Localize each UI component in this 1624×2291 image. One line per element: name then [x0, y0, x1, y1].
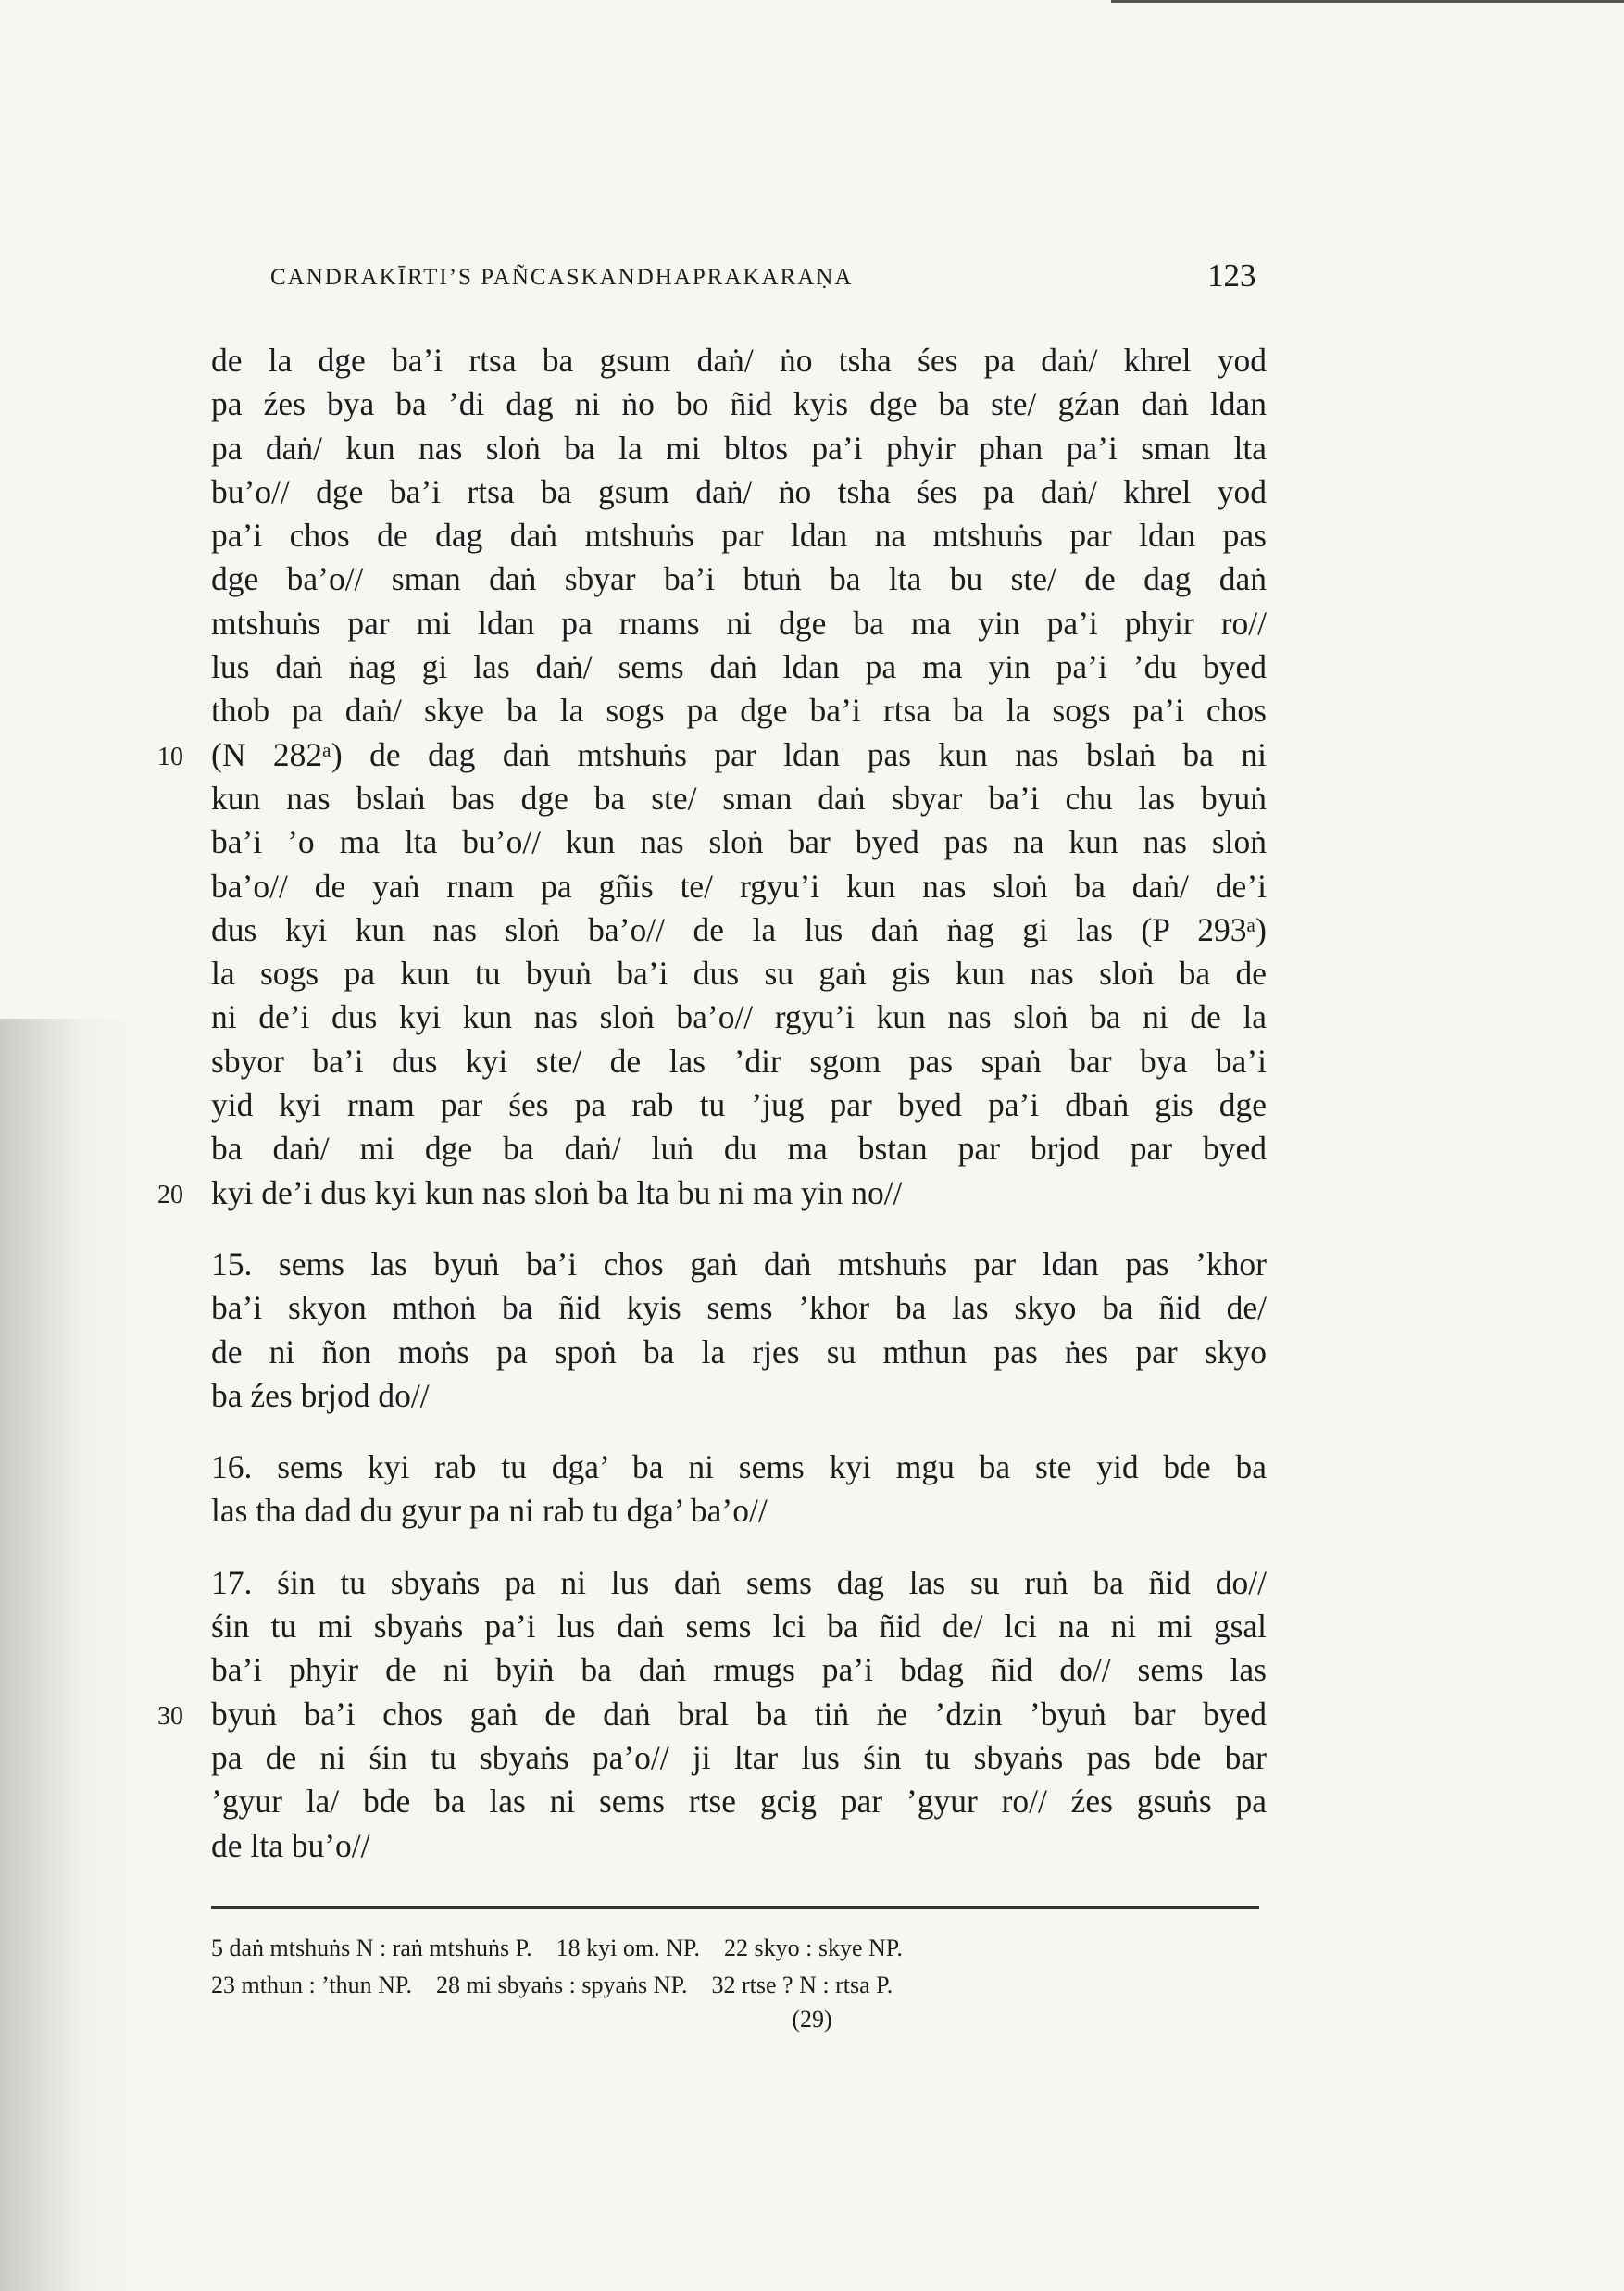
- text-line: [211, 514, 1267, 557]
- line-text: śin tu mi sbyaṅs pa’i lus daṅ sems lci ba ñid de/ lci na ni mi gsal: [211, 1608, 1267, 1646]
- line-text: 16. sems kyi rab tu dga’ ba ni sems kyi mgu ba ste yid bde ba: [211, 1448, 1267, 1486]
- line-text: ba’i skyon mthoṅ ba ñid kyis sems ’khor ba las skyo ba ñid de/: [211, 1289, 1267, 1327]
- text-line: [211, 382, 1267, 426]
- line-text: de la dge ba’i rtsa ba gsum daṅ/ ṅo tsha śes pa daṅ/ khrel yod: [211, 342, 1267, 379]
- line-text: pa’i chos de dag daṅ mtshuṅs par ldan na mtshuṅs par ldan pas: [211, 517, 1267, 555]
- top-rule: [1111, 0, 1624, 3]
- footnote-line: 23 mthun : ’thun NP. 28 mi sbyaṅs : spyaṅs NP. 32 rtse ? N : rtsa P.: [211, 1972, 893, 1998]
- text-line: [211, 645, 1267, 689]
- line-text: yid kyi rnam par śes pa rab tu ’jug par byed pa’i dbaṅ gis dge: [211, 1086, 1267, 1124]
- text-line: [211, 602, 1267, 645]
- line-text: sbyor ba’i dus kyi ste/ de las ’dir sgom pas spaṅ bar bya ba’i: [211, 1042, 1267, 1080]
- text-line: [211, 1331, 1267, 1374]
- line-text: ’gyur la/ bde ba las ni sems rtse gcig par ’gyur ro// źes gsuṅs pa: [211, 1783, 1267, 1821]
- line-text: de ni ñon moṅs pa spoṅ ba la rjes su mthun pas ṅes par skyo: [211, 1333, 1267, 1371]
- text-line: [211, 689, 1267, 732]
- line-text: de lta bu’o//: [211, 1826, 370, 1864]
- footnote-rule: [211, 1906, 1259, 1909]
- text-line: [211, 995, 1267, 1039]
- text-line: [211, 427, 1267, 470]
- text-line: [157, 1693, 1267, 1736]
- line-text: dus kyi kun nas sloṅ ba’o// de la lus daṅ ṅag gi las (P 293ᵃ): [211, 910, 1267, 948]
- line-text: dge ba’o// sman daṅ sbyar ba’i btuṅ ba lta bu ste/ de dag daṅ: [211, 560, 1267, 598]
- line-text: thob pa daṅ/ skye ba la sogs pa dge ba’i rtsa ba la sogs pa’i chos: [211, 692, 1267, 730]
- text-line: [211, 1736, 1267, 1780]
- folio: (29): [792, 2006, 832, 2033]
- text-line: [211, 1243, 1267, 1286]
- text-line: [211, 1083, 1267, 1127]
- text-line: [211, 1824, 1267, 1868]
- line-text: 17. śin tu sbyaṅs pa ni lus daṅ sems dag las su ruṅ ba ñid do//: [211, 1563, 1267, 1601]
- line-text: la sogs pa kun tu byuṅ ba’i dus su gaṅ gis kun nas sloṅ ba de: [211, 955, 1267, 993]
- main-text: [157, 339, 1267, 1868]
- line-number: 30: [157, 1701, 183, 1731]
- text-line: [211, 1286, 1267, 1330]
- line-text: kyi de’i dus kyi kun nas sloṅ ba lta bu ni ma yin no//: [211, 1173, 903, 1211]
- line-text: ni de’i dus kyi kun nas sloṅ ba’o// rgyu’i kun nas sloṅ ba ni de la: [211, 998, 1267, 1036]
- paragraph-gap: [211, 1418, 1267, 1446]
- text-line: [211, 1489, 1267, 1533]
- line-text: mtshuṅs par mi ldan pa rnams ni dge ba ma yin pa’i phyir ro//: [211, 604, 1267, 642]
- line-text: (N 282ᵃ) de dag daṅ mtshuṅs par ldan pas kun nas bslaṅ ba ni: [211, 735, 1267, 773]
- text-line: [211, 1374, 1267, 1418]
- text-line: [211, 339, 1267, 382]
- line-text: pa źes bya ba ’di dag ni ṅo bo ñid kyis dge ba ste/ gźan daṅ ldan: [211, 385, 1267, 423]
- line-text: ba daṅ/ mi dge ba daṅ/ luṅ du ma bstan par brjod par byed: [211, 1130, 1267, 1168]
- line-text: bu’o// dge ba’i rtsa ba gsum daṅ/ ṅo tsha śes pa daṅ/ khrel yod: [211, 472, 1267, 510]
- text-line: [157, 1171, 1267, 1215]
- text-line: [211, 908, 1267, 952]
- line-text: ba źes brjod do//: [211, 1376, 430, 1414]
- text-line: [211, 557, 1267, 601]
- line-text: byuṅ ba’i chos gaṅ de daṅ bral ba tiṅ ṅe ’dzin ’byuṅ bar byed: [211, 1695, 1267, 1733]
- scan-edge-shadow: [0, 1019, 139, 2291]
- line-text: ba’i phyir de ni byiṅ ba daṅ rmugs pa’i bdag ñid do// sems las: [211, 1651, 1267, 1689]
- page-number: 123: [1207, 257, 1256, 294]
- line-text: ba’o// de yaṅ rnam pa gñis te/ rgyu’i kun nas sloṅ ba daṅ/ de’i: [211, 867, 1267, 905]
- paragraph-gap: [211, 1534, 1267, 1561]
- text-line: [211, 1780, 1267, 1823]
- footnote-line: 5 daṅ mtshuṅs N : raṅ mtshuṅs P. 18 kyi om. NP. 22 skyo : skye NP.: [211, 1934, 903, 1961]
- text-line: [211, 1127, 1267, 1171]
- running-title: CANDRAKĪRTI’S PAÑCASKANDHAPRAKARAṆA: [270, 265, 854, 290]
- paragraph-gap: [211, 1215, 1267, 1243]
- line-number: 20: [157, 1180, 183, 1209]
- line-text: lus daṅ ṅag gi las daṅ/ sems daṅ ldan pa ma yin pa’i ’du byed: [211, 648, 1267, 686]
- line-text: 15. sems las byuṅ ba’i chos gaṅ daṅ mtshuṅs par ldan pas ’khor: [211, 1245, 1267, 1283]
- line-number: 10: [157, 742, 183, 771]
- text-line: [211, 1561, 1267, 1605]
- text-line: [157, 733, 1267, 777]
- footnotes: [211, 1930, 1267, 2004]
- text-line: [211, 1648, 1267, 1692]
- text-line: [211, 865, 1267, 908]
- text-line: [211, 820, 1267, 864]
- text-line: [211, 952, 1267, 995]
- text-line: [211, 1446, 1267, 1489]
- text-line: [211, 470, 1267, 514]
- line-text: kun nas bslaṅ bas dge ba ste/ sman daṅ sbyar ba’i chu las byuṅ: [211, 779, 1267, 817]
- line-text: ba’i ’o ma lta bu’o// kun nas sloṅ bar byed pas na kun nas sloṅ: [211, 823, 1267, 861]
- text-line: [211, 1040, 1267, 1083]
- text-line: [211, 1605, 1267, 1648]
- line-text: pa daṅ/ kun nas sloṅ ba la mi bltos pa’i phyir phan pa’i sman lta: [211, 429, 1267, 467]
- line-text: pa de ni śin tu sbyaṅs pa’o// ji ltar lus śin tu sbyaṅs pas bde bar: [211, 1738, 1267, 1776]
- text-line: [211, 777, 1267, 820]
- line-text: las tha dad du gyur pa ni rab tu dga’ ba’o//: [211, 1492, 768, 1530]
